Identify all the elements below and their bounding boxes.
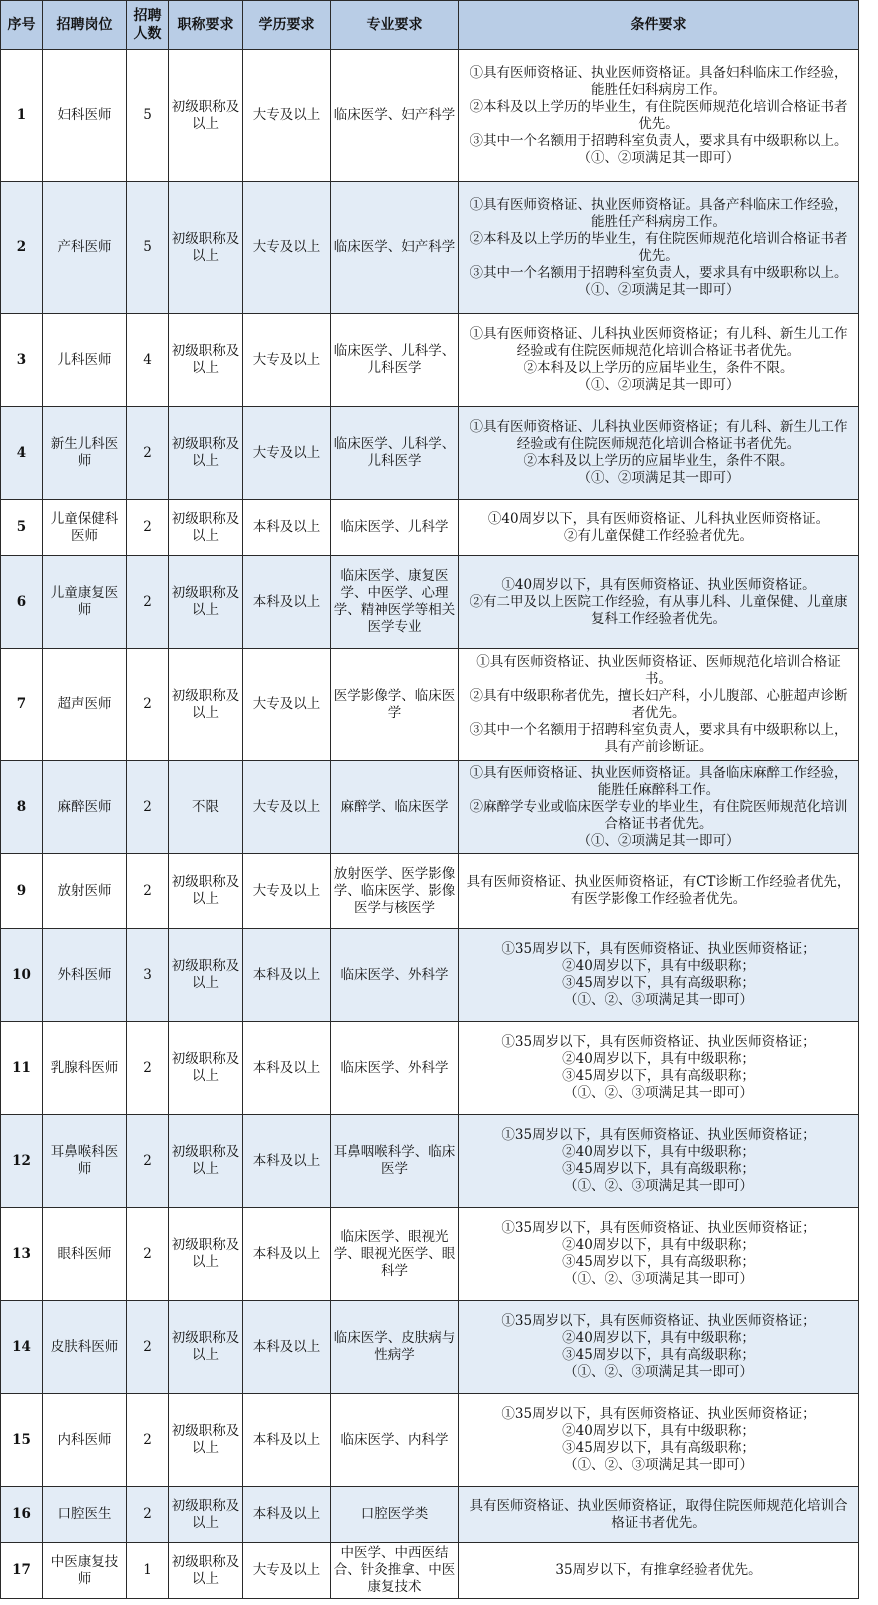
cell-education: 本科及以上	[243, 929, 331, 1022]
condition-line: 具有医师资格证、执业医师资格证，有CT诊断工作经验者优先，有医学影像工作经验者优先。	[466, 874, 851, 907]
table-row	[1, 1394, 859, 1487]
table-row	[1, 407, 859, 500]
header-post: 招聘岗位	[43, 1, 127, 50]
cell-title: 初级职称及以上	[169, 1301, 243, 1394]
cell-no: 1	[1, 50, 43, 182]
cell-no: 8	[1, 761, 43, 854]
cell-no: 5	[1, 500, 43, 556]
cell-count: 2	[127, 1394, 169, 1487]
cell-post: 中医康复技师	[43, 1543, 127, 1599]
cell-count: 2	[127, 1115, 169, 1208]
cell-major: 临床医学、内科学	[331, 1394, 459, 1487]
cell-major: 临床医学、儿科学	[331, 500, 459, 556]
header-education: 学历要求	[243, 1, 331, 50]
condition-line: ③45周岁以下，具有高级职称；	[562, 1347, 755, 1363]
cell-no: 9	[1, 854, 43, 929]
cell-conditions	[459, 854, 859, 929]
cell-no: 15	[1, 1394, 43, 1487]
condition-line: ①35周岁以下，具有医师资格证、执业医师资格证；	[501, 1127, 816, 1143]
cell-post: 皮肤科医师	[43, 1301, 127, 1394]
cell-major: 临床医学、妇产科学	[331, 182, 459, 314]
header-conditions: 条件要求	[459, 1, 859, 50]
condition-line: （①、②项满足其一即可）	[577, 281, 740, 298]
cell-count: 2	[127, 649, 169, 761]
cell-education: 大专及以上	[243, 761, 331, 854]
cell-major: 中医学、中西医结合、针灸推拿、中医康复技术	[331, 1543, 459, 1599]
cell-title: 初级职称及以上	[169, 1208, 243, 1301]
header-title: 职称要求	[169, 1, 243, 50]
cell-post: 产科医师	[43, 182, 127, 314]
cell-post: 新生儿科医师	[43, 407, 127, 500]
condition-line: （①、②项满足其一即可）	[577, 470, 740, 486]
condition-line: （①、②项满足其一即可）	[577, 149, 740, 166]
condition-line: ③其中一个名额用于招聘科室负责人，要求具有中级职称以上，具有产前诊断证。	[469, 721, 848, 755]
cell-post: 耳鼻喉科医师	[43, 1115, 127, 1208]
cell-major: 放射医学、医学影像学、临床医学、影像医学与核医学	[331, 854, 459, 929]
cell-no: 3	[1, 314, 43, 407]
condition-line: （①、②、③项满足其一即可）	[564, 1364, 753, 1380]
cell-conditions	[459, 50, 859, 182]
cell-education: 大专及以上	[243, 854, 331, 929]
cell-conditions	[459, 1394, 859, 1487]
condition-line: （①、②、③项满足其一即可）	[564, 1178, 753, 1194]
condition-line: ③45周岁以下，具有高级职称；	[562, 1440, 755, 1456]
cell-title: 初级职称及以上	[169, 50, 243, 182]
condition-line: ②40周岁以下，具有中级职称；	[562, 1144, 755, 1160]
table-row	[1, 1115, 859, 1208]
cell-education: 本科及以上	[243, 1394, 331, 1487]
cell-education: 本科及以上	[243, 1487, 331, 1543]
cell-major: 临床医学、康复医学、中医学、心理学、精神医学等相关医学专业	[331, 556, 459, 649]
table-header-row	[1, 1, 859, 50]
header-no: 序号	[1, 1, 43, 50]
condition-line: ②40周岁以下，具有中级职称；	[562, 1423, 755, 1439]
cell-title: 初级职称及以上	[169, 1394, 243, 1487]
condition-line: （①、②、③项满足其一即可）	[564, 992, 753, 1008]
table-row	[1, 1543, 859, 1599]
table-row	[1, 182, 859, 314]
cell-conditions	[459, 1487, 859, 1543]
cell-conditions	[459, 1543, 859, 1599]
condition-line: ③45周岁以下，具有高级职称；	[562, 1068, 755, 1084]
table-row	[1, 1208, 859, 1301]
cell-education: 大专及以上	[243, 182, 331, 314]
cell-education: 大专及以上	[243, 50, 331, 182]
condition-line: ②40周岁以下，具有中级职称；	[562, 1237, 755, 1253]
condition-line: ①35周岁以下，具有医师资格证、执业医师资格证；	[501, 1313, 816, 1329]
condition-line: （①、②项满足其一即可）	[577, 377, 740, 393]
cell-no: 2	[1, 182, 43, 314]
table-row	[1, 1301, 859, 1394]
cell-conditions	[459, 929, 859, 1022]
condition-line: 35周岁以下，有推拿经验者优先。	[555, 1562, 762, 1578]
table-row	[1, 1022, 859, 1115]
condition-line: ③45周岁以下，具有高级职称；	[562, 975, 755, 991]
cell-no: 11	[1, 1022, 43, 1115]
condition-line: ①具有医师资格证、执业医师资格证。具备妇科临床工作经验，能胜任妇科病房工作。	[469, 64, 848, 98]
cell-major: 医学影像学、临床医学	[331, 649, 459, 761]
condition-line: ①具有医师资格证、执业医师资格证。具备临床麻醉工作经验，能胜任麻醉科工作。	[469, 764, 848, 798]
cell-education: 本科及以上	[243, 500, 331, 556]
cell-major: 临床医学、儿科学、儿科医学	[331, 407, 459, 500]
cell-post: 乳腺科医师	[43, 1022, 127, 1115]
condition-line: ①具有医师资格证、儿科执业医师资格证；有儿科、新生儿工作经验或有住院医师规范化培训合格证书者优先。	[469, 326, 848, 359]
cell-conditions	[459, 182, 859, 314]
condition-line: ①具有医师资格证、执业医师资格证、医师规范化培训合格证书。	[476, 653, 841, 687]
cell-major: 临床医学、皮肤病与性病学	[331, 1301, 459, 1394]
cell-post: 儿童康复医师	[43, 556, 127, 649]
cell-conditions	[459, 1022, 859, 1115]
condition-line: （①、②、③项满足其一即可）	[564, 1271, 753, 1287]
table-body	[1, 50, 859, 1599]
cell-major: 临床医学、眼视光学、眼视光医学、眼科学	[331, 1208, 459, 1301]
cell-no: 4	[1, 407, 43, 500]
cell-conditions	[459, 761, 859, 854]
condition-line: ②40周岁以下，具有中级职称；	[562, 1051, 755, 1067]
cell-conditions	[459, 500, 859, 556]
cell-conditions	[459, 1115, 859, 1208]
condition-line: ①35周岁以下，具有医师资格证、执业医师资格证；	[501, 941, 816, 957]
cell-title: 初级职称及以上	[169, 1487, 243, 1543]
cell-major: 耳鼻咽喉科学、临床医学	[331, 1115, 459, 1208]
table-row	[1, 929, 859, 1022]
condition-line: ②本科及以上学历的应届毕业生，条件不限。	[523, 453, 794, 469]
condition-line: （①、②、③项满足其一即可）	[564, 1457, 753, 1473]
cell-title: 不限	[169, 761, 243, 854]
cell-count: 2	[127, 407, 169, 500]
cell-title: 初级职称及以上	[169, 854, 243, 929]
condition-line: ③其中一个名额用于招聘科室负责人，要求具有中级职称以上。	[469, 132, 848, 149]
condition-line: ②有儿童保健工作经验者优先。	[564, 527, 753, 544]
cell-post: 儿童保健科医师	[43, 500, 127, 556]
condition-line: ③45周岁以下，具有高级职称；	[562, 1254, 755, 1270]
table-row	[1, 761, 859, 854]
condition-line: （①、②项满足其一即可）	[577, 832, 740, 849]
cell-conditions	[459, 1301, 859, 1394]
table-row	[1, 556, 859, 649]
condition-line: ①40周岁以下，具有医师资格证、儿科执业医师资格证。	[487, 510, 830, 527]
condition-line: ①35周岁以下，具有医师资格证、执业医师资格证；	[501, 1034, 816, 1050]
cell-title: 初级职称及以上	[169, 929, 243, 1022]
condition-line: ②本科及以上学历的毕业生，有住院医师规范化培训合格证书者优先。	[469, 230, 848, 264]
cell-no: 13	[1, 1208, 43, 1301]
table-row	[1, 649, 859, 761]
table-row	[1, 854, 859, 929]
cell-major: 临床医学、妇产科学	[331, 50, 459, 182]
cell-no: 10	[1, 929, 43, 1022]
cell-post: 儿科医师	[43, 314, 127, 407]
cell-count: 2	[127, 854, 169, 929]
cell-title: 初级职称及以上	[169, 314, 243, 407]
header-count: 招聘人数	[127, 1, 169, 50]
cell-no: 12	[1, 1115, 43, 1208]
cell-title: 初级职称及以上	[169, 500, 243, 556]
cell-major: 临床医学、儿科学、儿科医学	[331, 314, 459, 407]
table-row	[1, 50, 859, 182]
cell-count: 5	[127, 50, 169, 182]
cell-conditions	[459, 556, 859, 649]
cell-education: 本科及以上	[243, 1208, 331, 1301]
cell-education: 大专及以上	[243, 314, 331, 407]
condition-line: ②40周岁以下，具有中级职称；	[562, 1330, 755, 1346]
header-major: 专业要求	[331, 1, 459, 50]
condition-line: ③45周岁以下，具有高级职称；	[562, 1161, 755, 1177]
cell-conditions	[459, 649, 859, 761]
condition-line: ②本科及以上学历的毕业生，有住院医师规范化培训合格证书者优先。	[469, 98, 848, 132]
cell-count: 2	[127, 761, 169, 854]
table-row	[1, 1487, 859, 1543]
cell-title: 初级职称及以上	[169, 182, 243, 314]
cell-post: 麻醉医师	[43, 761, 127, 854]
cell-post: 外科医师	[43, 929, 127, 1022]
cell-post: 妇科医师	[43, 50, 127, 182]
cell-title: 初级职称及以上	[169, 649, 243, 761]
condition-line: ①35周岁以下，具有医师资格证、执业医师资格证；	[501, 1406, 816, 1422]
cell-count: 2	[127, 556, 169, 649]
cell-conditions	[459, 314, 859, 407]
condition-line: ②本科及以上学历的应届毕业生，条件不限。	[523, 360, 794, 376]
cell-count: 2	[127, 1022, 169, 1115]
cell-no: 16	[1, 1487, 43, 1543]
cell-title: 初级职称及以上	[169, 1543, 243, 1599]
cell-post: 口腔医生	[43, 1487, 127, 1543]
cell-post: 眼科医师	[43, 1208, 127, 1301]
cell-education: 本科及以上	[243, 1301, 331, 1394]
cell-count: 3	[127, 929, 169, 1022]
cell-education: 本科及以上	[243, 556, 331, 649]
cell-conditions	[459, 407, 859, 500]
condition-line: （①、②、③项满足其一即可）	[564, 1085, 753, 1101]
cell-major: 麻醉学、临床医学	[331, 761, 459, 854]
cell-education: 大专及以上	[243, 649, 331, 761]
cell-major: 临床医学、外科学	[331, 929, 459, 1022]
condition-line: ②有二甲及以上医院工作经验，有从事儿科、儿童保健、儿童康复科工作经验者优先。	[469, 593, 848, 627]
cell-no: 7	[1, 649, 43, 761]
condition-line: ③其中一个名额用于招聘科室负责人，要求具有中级职称以上。	[469, 264, 848, 281]
cell-count: 2	[127, 1208, 169, 1301]
cell-count: 2	[127, 1301, 169, 1394]
cell-no: 6	[1, 556, 43, 649]
cell-major: 口腔医学类	[331, 1487, 459, 1543]
cell-title: 初级职称及以上	[169, 407, 243, 500]
cell-education: 本科及以上	[243, 1022, 331, 1115]
cell-count: 2	[127, 500, 169, 556]
cell-no: 14	[1, 1301, 43, 1394]
condition-line: ①具有医师资格证、儿科执业医师资格证；有儿科、新生儿工作经验或有住院医师规范化培训合格证书者优先。	[469, 419, 848, 452]
condition-line: ②40周岁以下，具有中级职称；	[562, 958, 755, 974]
table-row	[1, 314, 859, 407]
cell-no: 17	[1, 1543, 43, 1599]
condition-line: 具有医师资格证、执业医师资格证，取得住院医师规范化培训合格证书者优先。	[469, 1497, 848, 1531]
cell-count: 1	[127, 1543, 169, 1599]
condition-line: ①具有医师资格证、执业医师资格证。具备产科临床工作经验，能胜任产科病房工作。	[469, 196, 848, 230]
cell-education: 本科及以上	[243, 1115, 331, 1208]
cell-post: 放射医师	[43, 854, 127, 929]
cell-title: 初级职称及以上	[169, 1115, 243, 1208]
cell-count: 5	[127, 182, 169, 314]
condition-line: ②具有中级职称者优先，擅长妇产科，小儿腹部、心脏超声诊断者优先。	[469, 687, 848, 721]
condition-line: ②麻醉学专业或临床医学专业的毕业生，有住院医师规范化培训合格证书者优先。	[469, 798, 848, 832]
cell-education: 大专及以上	[243, 1543, 331, 1599]
cell-count: 4	[127, 314, 169, 407]
cell-post: 超声医师	[43, 649, 127, 761]
cell-title: 初级职称及以上	[169, 1022, 243, 1115]
cell-conditions	[459, 1208, 859, 1301]
condition-line: ①35周岁以下，具有医师资格证、执业医师资格证；	[501, 1220, 816, 1236]
cell-count: 2	[127, 1487, 169, 1543]
cell-post: 内科医师	[43, 1394, 127, 1487]
cell-major: 临床医学、外科学	[331, 1022, 459, 1115]
cell-title: 初级职称及以上	[169, 556, 243, 649]
condition-line: ①40周岁以下，具有医师资格证、执业医师资格证。	[501, 576, 816, 593]
cell-education: 大专及以上	[243, 407, 331, 500]
table-row	[1, 500, 859, 556]
